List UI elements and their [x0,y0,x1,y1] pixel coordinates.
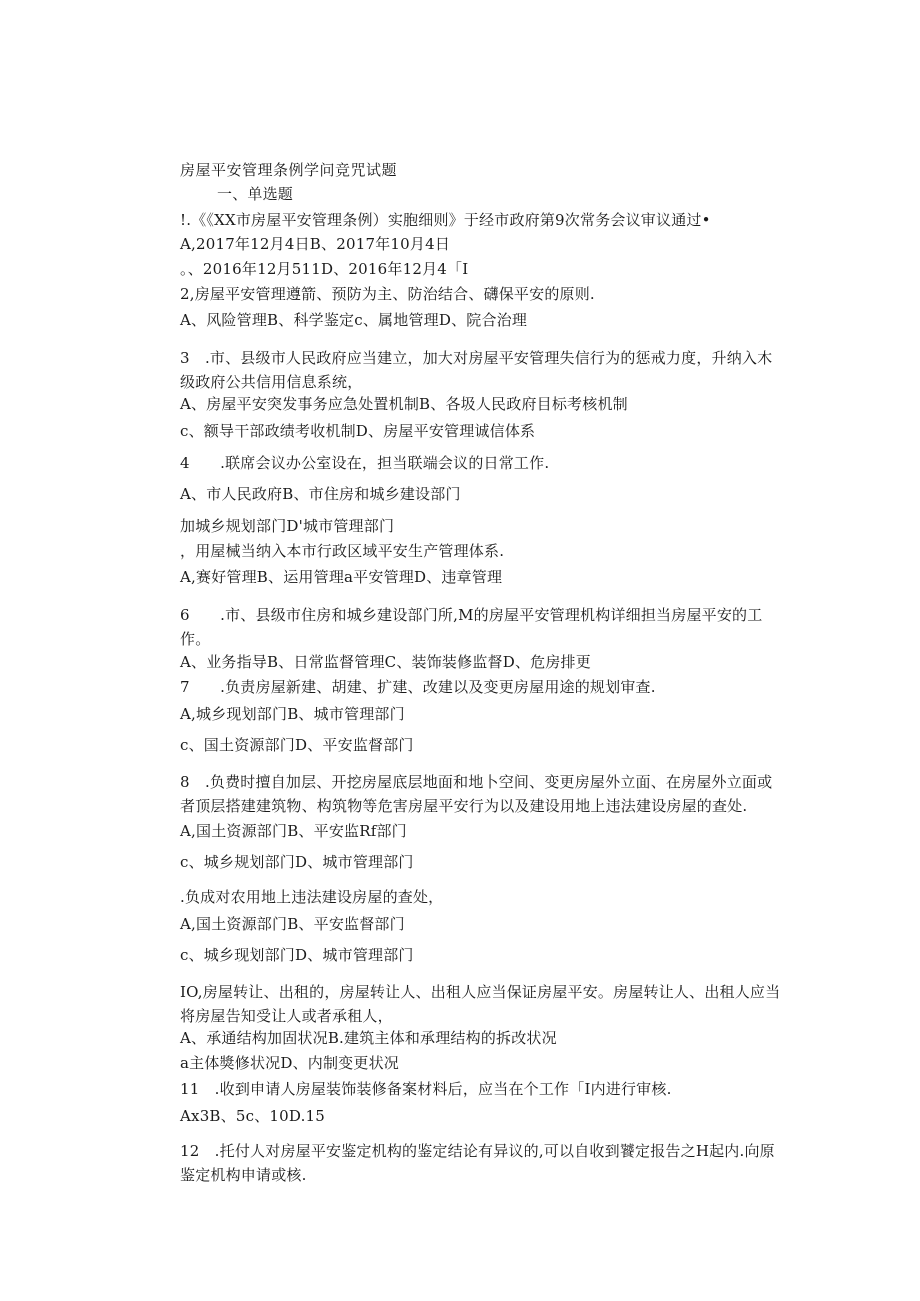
text-line: 。、2016年12月511D、2016年12月4「I [180,260,469,278]
text-line: c、额导干部政绩考收机制D、房屋平安管理诚信体系 [180,422,536,440]
text-line: Ax3B、5c、10D.15 [180,1107,326,1125]
text-line: c、城乡规划部门D、城市管理部门 [180,853,414,871]
question-paragraph: 8 .负费时擅自加层、开挖房屋底层地面和地卜空间、变更房屋外立面、在房屋外立面或者顶层搭建建筑物、构筑物等危害房屋平安行为以及建设用地上违法建设房屋的查处. [180,773,773,815]
question-paragraph: IO,房屋转让、出租的，房屋转让人、出租人应当保证房屋平安。房屋转让人、出租人应当将房屋告知受让人或者承租人， [180,983,781,1025]
question-paragraph: 6 .市、县级市住房和城乡建设部门所,M的房屋平安管理机构详细担当房屋平安的工作。 [180,606,763,648]
text-line: c、国土资源部门D、平安监督部门 [180,736,414,754]
text-line: A,赛好管理B、运用管理a平安管理D、违章管理 [180,568,503,586]
text-line: A、业务指导B、日常监督管理C、装饰装修监督D、危房排更 [180,653,591,671]
text-line: A、市人民政府B、市住房和城乡建设部门 [180,485,461,503]
text-line: 11 .收到申请人房屋装饰装修备案材料后，应当在个工作「I内进行审核. [180,1080,672,1098]
text-line: A,国土资源部门B、平安监Rf部门 [180,822,407,840]
question-paragraph: 12 .托付人对房屋平安鉴定机构的鉴定结论有异议的,可以自收到饕定报告之H起内.向原鉴定机构申请或核. [180,1142,775,1184]
document-title: 房屋平安管理条例学问竞咒试题 [180,161,398,179]
text-line: A,2017年12月4日B、2017年10月4日 [180,235,451,253]
section-heading: 一、单选题 [217,185,294,203]
text-line: a主体獎修状况D、内制变更状况 [180,1054,399,1072]
text-line: A,国土资源部门B、平安监督部门 [180,915,405,933]
text-line: A、承通结构加固状况B.建筑主体和承理结构的拆改状况 [180,1029,557,1047]
text-line: !.《《XX市房屋平安管理条例）实胞细则》于经市政府第9次常务会议审议通过• [180,211,711,229]
text-line: A,城乡现划部门B、城市管理部门 [180,705,405,723]
text-line: ，用屋械当纳入本市行政区域平安生产管理体系. [180,542,505,560]
text-line: 2,房屋平安管理遵箭、预防为主、防治结合、礴保平安的原则. [180,285,595,303]
text-line: 7 .负责房屋新建、胡建、扩建、改建以及变更房屋用途的规划审查. [180,678,656,696]
text-line: 加城乡规划部门D'城市管理部门 [180,517,395,535]
text-line: 4 .联席会议办公室设在，担当联端会议的日常工作. [180,454,550,472]
question-paragraph: 3 .市、县级市人民政府应当建立，加大对房屋平安管理失信行为的惩戒力度，升纳入木级政府公共信用信息系统， [180,349,773,391]
text-line: c、城乡现划部门D、城市管理部门 [180,946,414,964]
text-line: .负成对农用地上违法建设房屋的查处， [180,888,444,906]
text-line: A、风险管理B、科学鉴定c、属地管理D、院合治理 [180,311,528,329]
text-line: A、房屋平安突发事务应急处置机制B、各圾人民政府目标考核机制 [180,395,628,413]
